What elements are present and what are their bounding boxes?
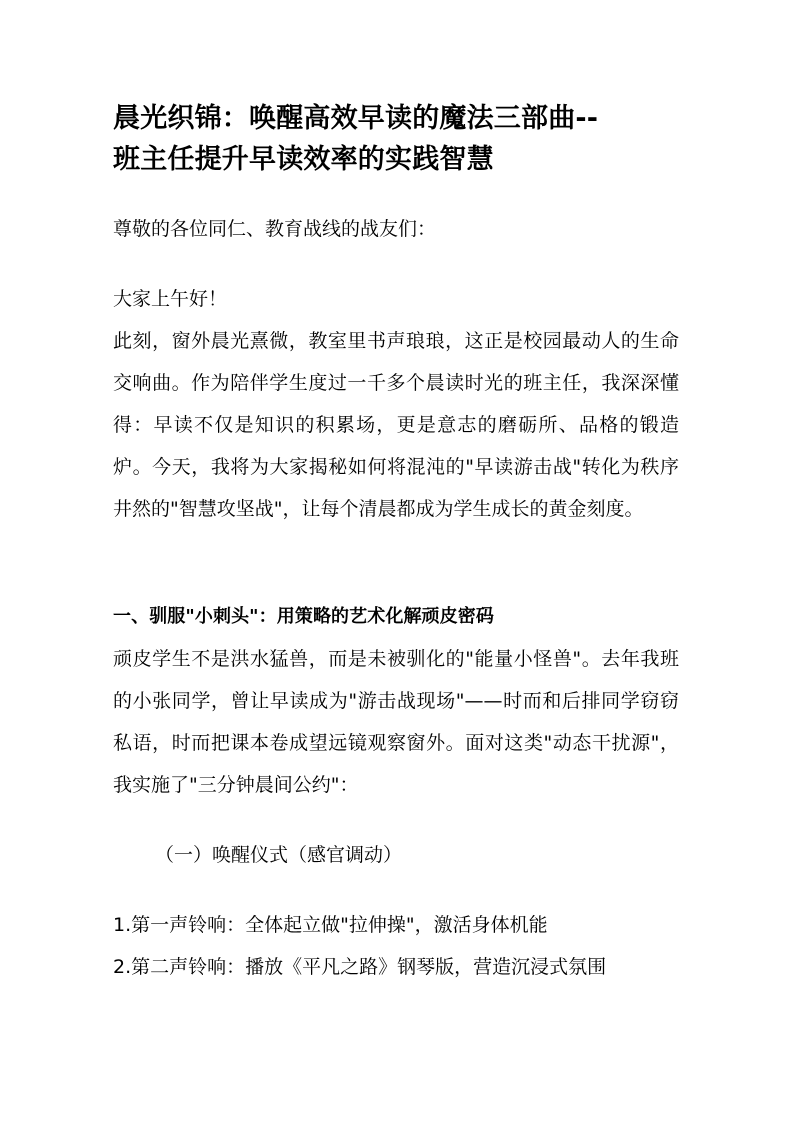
subsection-heading: （一）唤醒仪式（感官调动） bbox=[155, 844, 403, 866]
document-title bbox=[113, 0, 679, 180]
list-item: 1.第一声铃响：全体起立做"拉伸操"，激活身体机能 bbox=[113, 914, 548, 936]
section-paragraph: 顽皮学生不是洪水猛兽，而是未被驯化的"能量小怪兽"。去年我班的小张同学，曾让早读成为"游击战现场"——时而和后排同学窃窃私语，时而把课本卷成望远镜观察窗外。面对这类"动态干扰源"，我实施了"三分钟晨间公约"： bbox=[113, 648, 679, 796]
section-heading-one: 一、驯服"小刺头"：用策略的艺术化解顽皮密码 bbox=[113, 606, 494, 627]
greeting-line: 大家上午好！ bbox=[113, 288, 228, 310]
salutation-line: 尊敬的各位同仁、教育战线的战友们： bbox=[113, 218, 437, 240]
document-content bbox=[113, 0, 679, 988]
document-title-line-2: 班主任提升早读效率的实践智慧 bbox=[113, 144, 494, 175]
list-item: 2.第二声铃响：播放《平凡之路》钢琴版，营造沉浸式氛围 bbox=[113, 956, 607, 978]
numbered-list bbox=[113, 876, 679, 988]
document-title-line-1: 晨光织锦：唤醒高效早读的魔法三部曲-- bbox=[113, 103, 599, 134]
intro-paragraph: 此刻，窗外晨光熹微，教室里书声琅琅，这正是校园最动人的生命交响曲。作为陪伴学生度过一千多个晨读时光的班主任，我深深懂得：早读不仅是知识的积累场，更是意志的磨砺所、品格的锻造炉。今天，我将为大家揭秘如何将混沌的"早读游击战"转化为秩序井然的"智慧攻坚战"，让每个清晨都成为学生成长的黄金刻度。 bbox=[113, 330, 679, 520]
